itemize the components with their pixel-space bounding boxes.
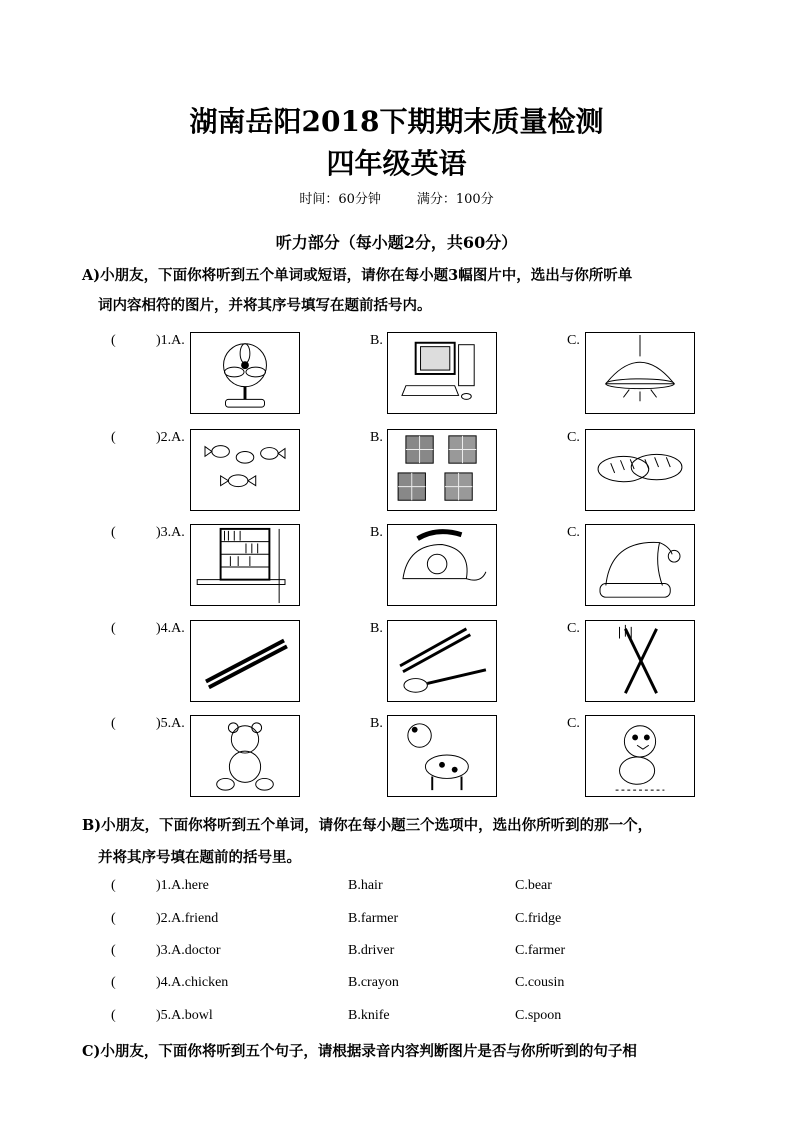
option-b: B.knife [348, 1008, 390, 1023]
option-a-image-bookshelf-desk [190, 524, 300, 606]
answer-blank[interactable]: ( [111, 943, 116, 958]
fan-icon [191, 333, 299, 413]
option-b: B.farmer [348, 911, 399, 926]
question-number: )2.A. [156, 430, 185, 445]
option-a: )4.A.chicken [156, 975, 229, 990]
ceiling-lamp-icon [586, 333, 694, 413]
option-a: )3.A.doctor [156, 943, 221, 958]
option-c-image-ceiling-lamp [585, 332, 695, 414]
option-b-label: B. [370, 525, 383, 540]
fork-knife-icon [586, 621, 694, 701]
candies-icon [191, 430, 299, 510]
option-c-label: C. [567, 430, 580, 445]
teddy-bear-icon [191, 716, 299, 796]
option-a: )2.A.friend [156, 911, 219, 926]
option-a-image-candies [190, 429, 300, 511]
part-b-instruction: B)小朋友，下面你将听到五个单词，请你在每小题三个选项中，选出你所听到的那一个， [82, 817, 653, 834]
full-score: 满分：100分 [416, 192, 494, 207]
chopsticks-spoon-icon [388, 621, 496, 701]
option-a: )5.A.bowl [156, 1008, 213, 1023]
option-b-label: B. [370, 430, 383, 445]
answer-blank[interactable]: ( [111, 621, 116, 636]
answer-blank[interactable]: ( [111, 1008, 116, 1023]
option-a-image-fan [190, 332, 300, 414]
part-b-instruction-2: 并将其序号填在题前的括号里。 [98, 849, 301, 866]
part-c-instruction: C)小朋友，下面你将听到五个句子，请根据录音内容判断图片是否与你所听到的句子相 [82, 1043, 637, 1060]
option-c-label: C. [567, 525, 580, 540]
question-number: )4.A. [156, 621, 185, 636]
bread-icon [586, 430, 694, 510]
answer-blank[interactable]: ( [111, 333, 116, 348]
answer-blank[interactable]: ( [111, 911, 116, 926]
option-b-image-cubes [387, 429, 497, 511]
answer-blank[interactable]: ( [111, 525, 116, 540]
option-c: C.bear [515, 878, 552, 893]
option-c: C.cousin [515, 975, 565, 990]
section-heading: 听力部分（每小题2分，共60分） [275, 233, 518, 252]
cubes-icon [388, 430, 496, 510]
option-b-image-computer [387, 332, 497, 414]
option-a: )1.A.here [156, 878, 209, 893]
option-c-image-fork-knife [585, 620, 695, 702]
option-b: B.driver [348, 943, 395, 958]
telephone-icon [388, 525, 496, 605]
dog-icon [388, 716, 496, 796]
page-subtitle: 四年级英语 [326, 147, 467, 180]
option-b: B.hair [348, 878, 383, 893]
question-number: )1.A. [156, 333, 185, 348]
answer-blank[interactable]: ( [111, 975, 116, 990]
time-limit: 时间：60分钟 [299, 192, 381, 207]
exam-meta [0, 188, 793, 207]
duckling-icon [586, 716, 694, 796]
option-c-image-duckling [585, 715, 695, 797]
option-c-label: C. [567, 333, 580, 348]
part-a-instruction-2: 词内容相符的图片，并将其序号填写在题前括号内。 [98, 297, 432, 314]
part-a-instruction: A)小朋友，下面你将听到五个单词或短语，请你在每小题3幅图片中，选出与你所听单 [82, 267, 633, 284]
option-a-image-teddy-bear [190, 715, 300, 797]
answer-blank[interactable]: ( [111, 716, 116, 731]
option-c-image-bread [585, 429, 695, 511]
option-c: C.farmer [515, 943, 566, 958]
page-title: 湖南岳阳2018下期期末质量检测 [189, 105, 604, 138]
option-b-label: B. [370, 621, 383, 636]
option-b-image-dog [387, 715, 497, 797]
question-number: )3.A. [156, 525, 185, 540]
chopsticks-icon [191, 621, 299, 701]
option-b-image-chopsticks-spoon [387, 620, 497, 702]
option-c: C.fridge [515, 911, 562, 926]
hat-icon [586, 525, 694, 605]
option-a-image-chopsticks [190, 620, 300, 702]
option-c: C.spoon [515, 1008, 562, 1023]
question-number: )5.A. [156, 716, 185, 731]
option-b-label: B. [370, 333, 383, 348]
option-c-label: C. [567, 621, 580, 636]
computer-icon [388, 333, 496, 413]
option-b-image-telephone [387, 524, 497, 606]
answer-blank[interactable]: ( [111, 878, 116, 893]
option-c-label: C. [567, 716, 580, 731]
bookshelf-desk-icon [191, 525, 299, 605]
option-c-image-hat [585, 524, 695, 606]
option-b-label: B. [370, 716, 383, 731]
option-b: B.crayon [348, 975, 399, 990]
answer-blank[interactable]: ( [111, 430, 116, 445]
